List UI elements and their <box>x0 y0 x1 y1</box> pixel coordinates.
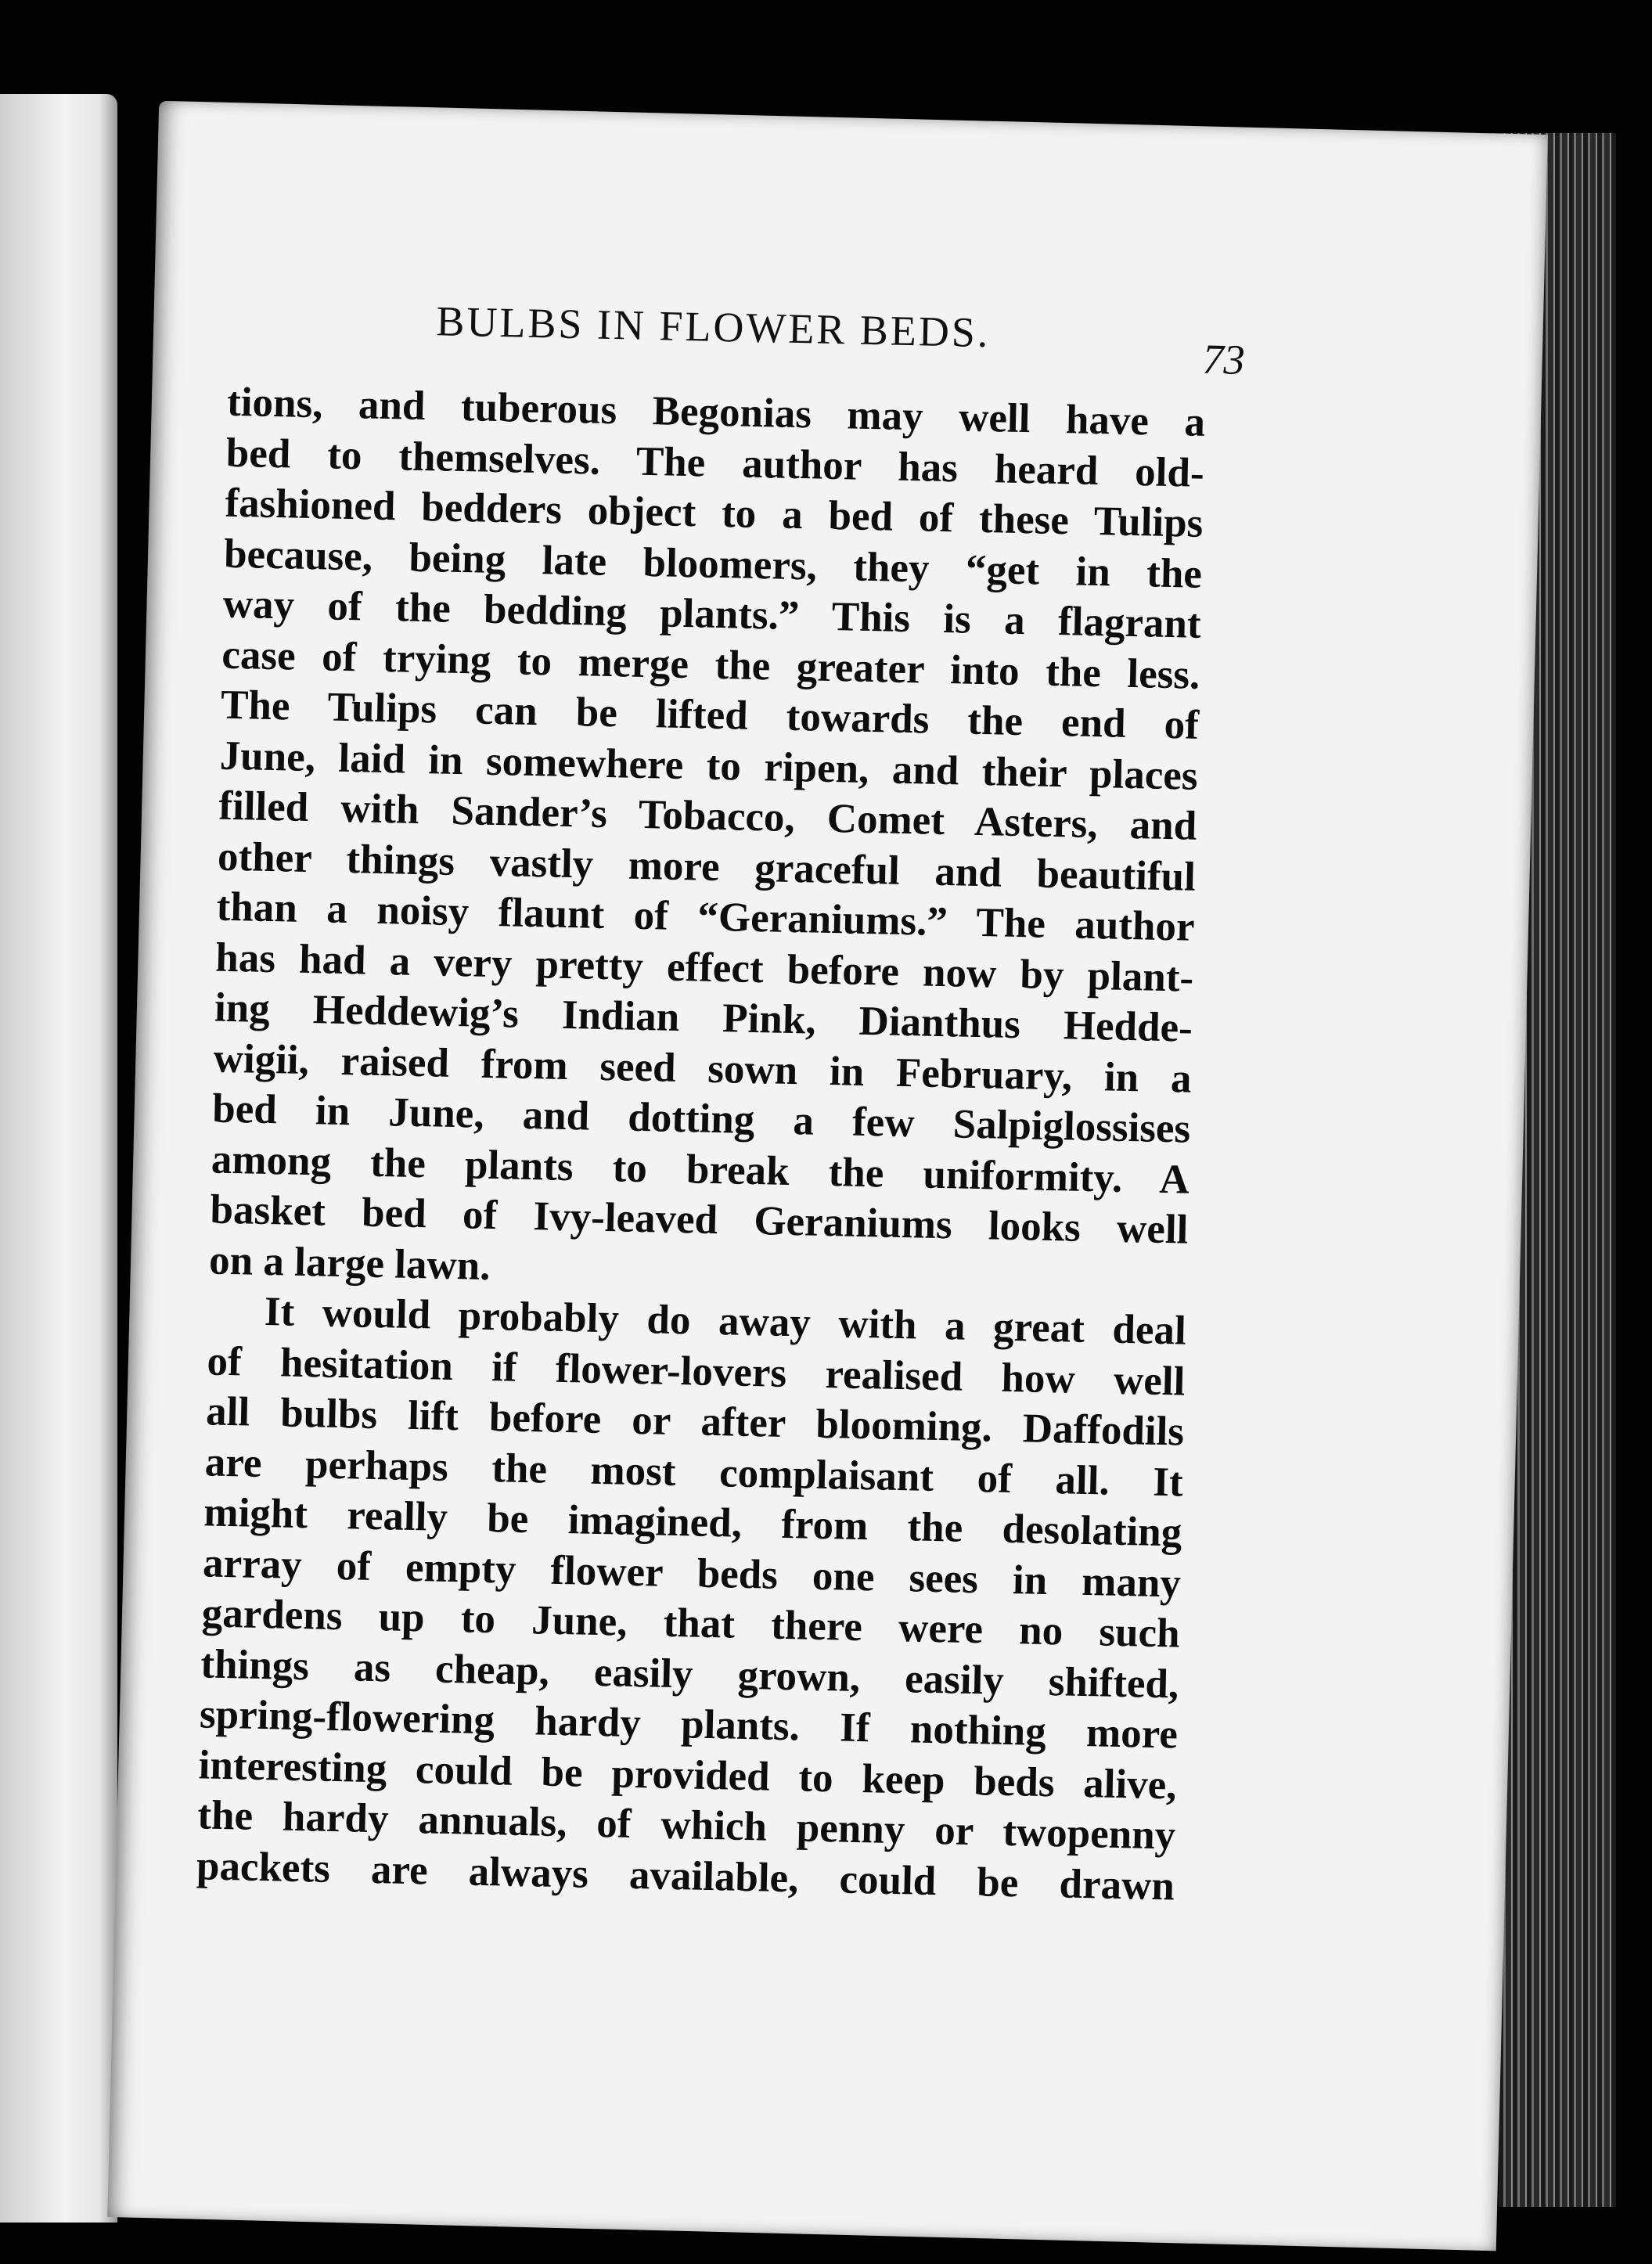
text-line: of hesitation if flower-lovers realised how well <box>206 1337 1186 1405</box>
text-line: tions, and tuberous Begonias may well have a <box>226 379 1206 445</box>
text-line: all bulbs lift before or after blooming. Daffodils <box>205 1388 1185 1455</box>
text-line: fashioned bedders object to a bed of these Tulips <box>224 480 1204 546</box>
text-line: array of empty flower beds one sees in many <box>202 1539 1182 1607</box>
text-line: than a noisy flaunt of “Geraniums.” The author <box>216 884 1196 950</box>
text-line: because, being late bloomers, they “get in the <box>223 531 1203 597</box>
text-line: bed to themselves. The author has heard old- <box>225 430 1205 496</box>
page-number: 73 <box>1202 335 1246 383</box>
text-line: packets are always available, could be drawn <box>196 1842 1175 1909</box>
text-line: has had a very pretty effect before now by plant- <box>214 934 1194 1001</box>
text-line: the hardy annuals, of which penny or twopenny <box>196 1792 1176 1859</box>
page-content <box>115 103 1548 2249</box>
text-line: other things vastly more graceful and beautiful <box>217 833 1197 900</box>
text-line: things as cheap, easily grown, easily shifted, <box>200 1640 1179 1708</box>
text-line: are perhaps the most complaisant of all. It <box>204 1438 1184 1506</box>
text-line: June, laid in somewhere to ripen, and their places <box>219 732 1199 799</box>
text-line: interesting could be provided to keep beds alive, <box>198 1741 1178 1809</box>
body-text <box>196 377 1205 1912</box>
text-line: filled with Sander’s Tobacco, Comet Asters, and <box>218 783 1197 849</box>
running-head: BULBS IN FLOWER BEDS. <box>435 297 992 357</box>
text-line: case of trying to merge the greater into the less. <box>221 632 1200 698</box>
text-line: spring-flowering hardy plants. If nothing more <box>199 1691 1179 1758</box>
text-line: among the plants to break the uniformity. A <box>211 1136 1190 1203</box>
text-line: It would probably do away with a great deal <box>264 1288 1187 1354</box>
text-line: The Tulips can be lifted towards the end of <box>220 682 1200 748</box>
text-line: bed in June, and dotting a few Salpiglossises <box>211 1085 1191 1152</box>
text-line: basket bed of Ivy-leaved Geraniums looks well <box>210 1186 1189 1253</box>
text-line: on a large lawn. <box>208 1236 491 1289</box>
book-page <box>107 101 1548 2251</box>
text-line: ing Heddewig’s Indian Pink, Dianthus Hedde- <box>214 984 1193 1051</box>
text-line: wigii, raised from seed sown in February, in a <box>213 1035 1193 1102</box>
text-line: gardens up to June, that there were no such <box>201 1590 1181 1657</box>
facing-page-edge <box>0 94 117 2223</box>
text-line: might really be imagined, from the desolating <box>203 1489 1182 1556</box>
text-line: way of the bedding plants.” This is a flagrant <box>222 581 1202 647</box>
